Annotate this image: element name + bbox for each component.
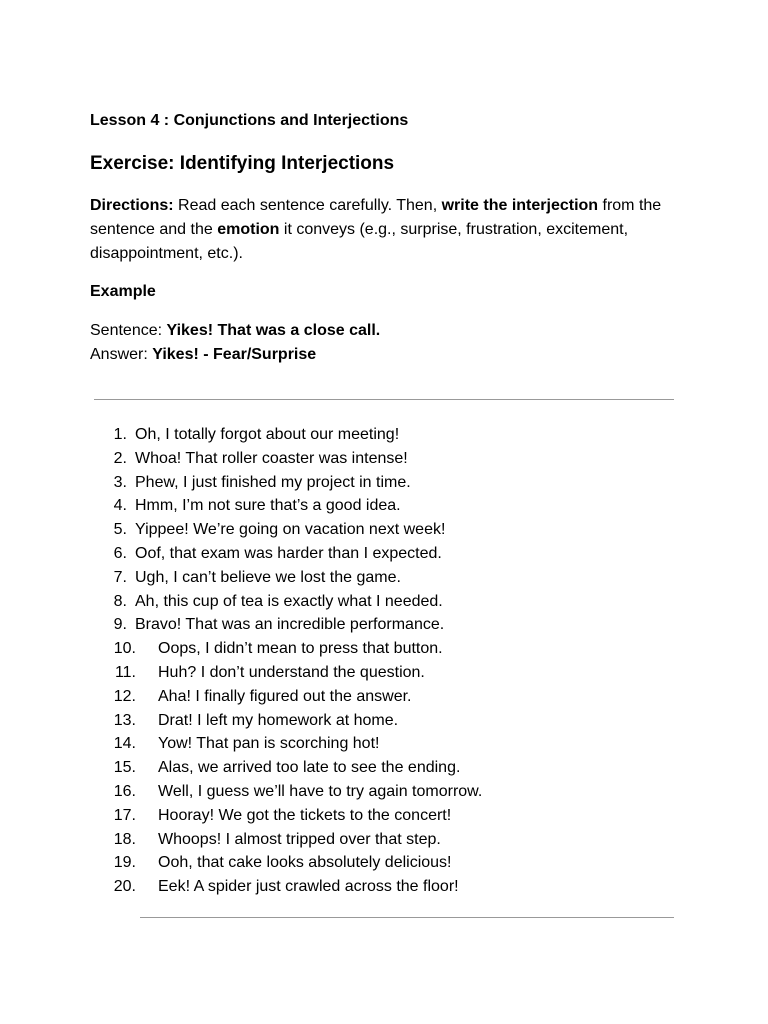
example-answer-value: Yikes! - Fear/Surprise [152, 346, 317, 363]
directions-paragraph [90, 194, 690, 266]
sentence-number: 18. [113, 830, 136, 848]
directions-text-2: from the sentence and the [90, 197, 662, 238]
sentence-number: 17. [113, 806, 136, 824]
sentence-text: Eek! A spider just crawled across the floor! [158, 878, 459, 896]
sentence-number: 2. [113, 449, 127, 467]
sentence-text: Oops, I didn’t mean to press that button. [158, 640, 443, 658]
sentence-number: 15. [113, 759, 136, 777]
directions-emphasis-emotion: emotion [217, 221, 280, 238]
sentence-text: Ooh, that cake looks absolutely delicious! [158, 854, 452, 872]
sentence-text: Well, I guess we’ll have to try again tomorrow. [158, 782, 483, 800]
directions-text-3: it conveys (e.g., surprise, frustration, excitement, disappointment, etc.). [90, 221, 629, 262]
sentence-number: 20. [113, 878, 136, 896]
sentence-text: Alas, we arrived too late to see the ending. [158, 759, 461, 777]
top-divider [94, 399, 674, 400]
sentence-text: Huh? I don’t understand the question. [158, 663, 425, 681]
sentence-number: 10. [113, 640, 136, 658]
example-sentence [90, 322, 380, 340]
sentence-text: Drat! I left my homework at home. [158, 711, 399, 729]
sentence-text: Phew, I just finished my project in time. [135, 473, 411, 491]
sentence-text: Ugh, I can’t believe we lost the game. [135, 568, 401, 586]
sentence-number: 7. [113, 568, 127, 586]
sentence-text: Aha! I finally figured out the answer. [158, 687, 412, 705]
sentence-number: 9. [113, 616, 127, 634]
sentence-text: Ah, this cup of tea is exactly what I needed. [135, 592, 443, 610]
sentence-number: 16. [113, 782, 136, 800]
sentence-number: 11. [114, 663, 136, 681]
example-sentence-label: Sentence: [90, 322, 167, 339]
sentence-text: Oh, I totally forgot about our meeting! [135, 426, 400, 443]
directions-emphasis-interjection: write the interjection [441, 197, 599, 214]
sentence-number: 19. [113, 854, 136, 872]
example-sentence-value: Yikes! That was a close call. [166, 322, 381, 339]
exercise-title: Exercise: Identifying Interjections [90, 153, 395, 174]
sentence-number: 6. [113, 544, 127, 562]
sentence-text: Bravo! That was an incredible performance. [135, 616, 445, 634]
example-answer [90, 346, 316, 364]
directions-label: Directions: [90, 197, 174, 214]
directions-text-1: Read each sentence carefully. Then, [173, 197, 442, 214]
sentence-number: 3. [113, 473, 127, 491]
bottom-divider [140, 917, 674, 918]
sentence-number: 5. [113, 521, 127, 539]
sentence-text: Hmm, I’m not sure that’s a good idea. [135, 497, 401, 515]
sentence-number: 13. [113, 711, 136, 729]
example-answer-label: Answer: [90, 346, 153, 363]
sentence-text: Yow! That pan is scorching hot! [158, 735, 380, 753]
sentence-number: 14. [113, 735, 136, 753]
sentence-number: 4. [113, 497, 127, 515]
sentence-number: 1. [113, 426, 127, 443]
lesson-title: Lesson 4 : Conjunctions and Interjections [90, 112, 409, 129]
sentence-number: 12. [113, 687, 136, 705]
sentence-text: Whoops! I almost tripped over that step. [158, 830, 441, 848]
sentence-number: 8. [113, 592, 127, 610]
sentence-text: Yippee! We’re going on vacation next week! [135, 521, 446, 539]
example-heading: Example [90, 283, 156, 300]
sentence-text: Whoa! That roller coaster was intense! [135, 449, 408, 467]
sentence-text: Oof, that exam was harder than I expected. [135, 544, 442, 562]
sentence-text: Hooray! We got the tickets to the concert! [158, 806, 452, 824]
